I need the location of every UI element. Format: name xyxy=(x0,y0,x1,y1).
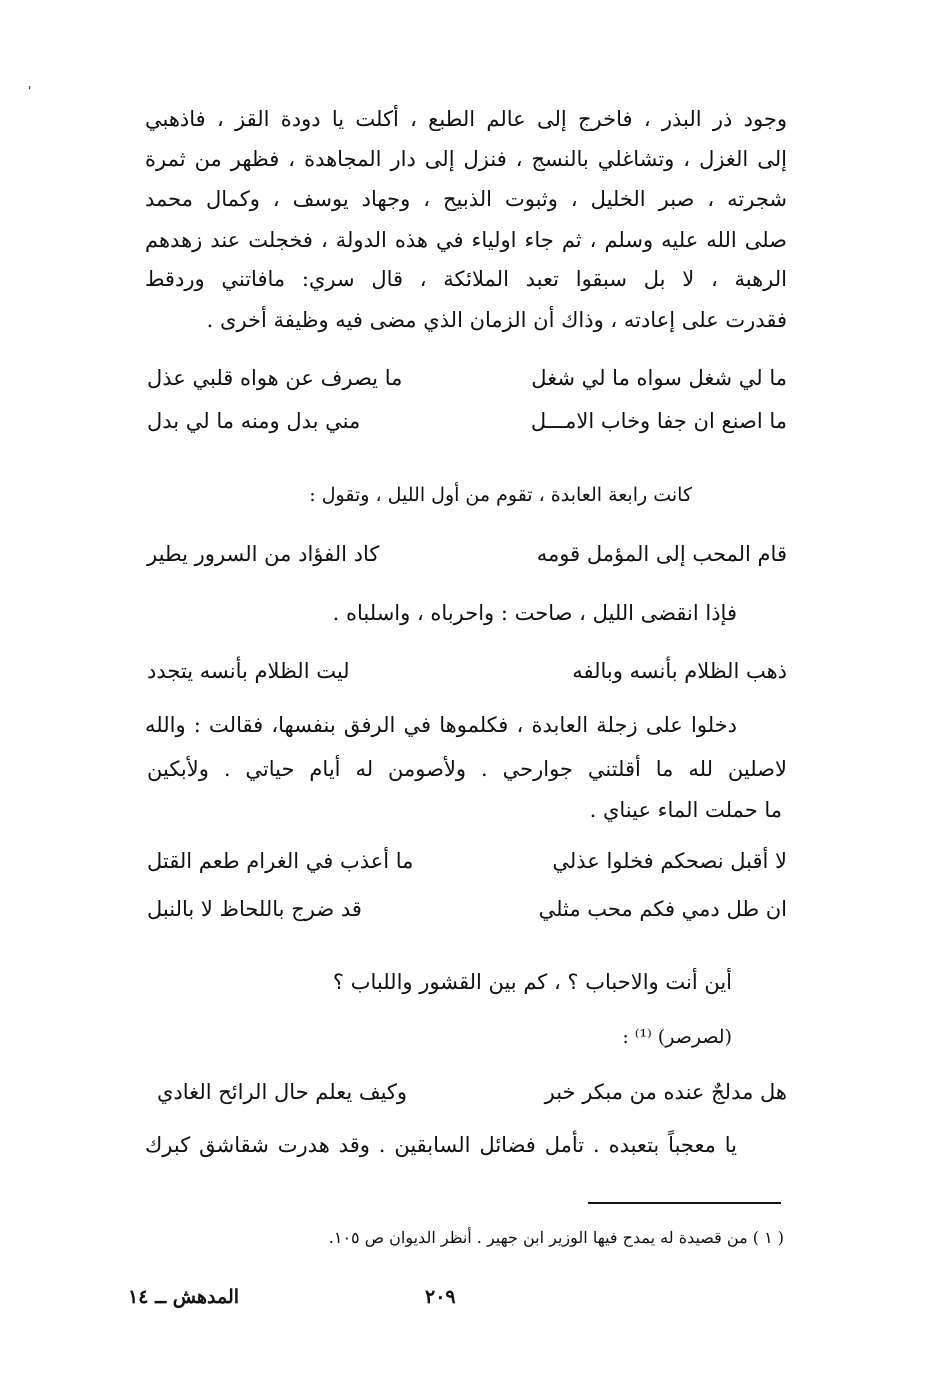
rabia-line: كانت رابعة العابدة ، تقوم من أول الليل ، وتقول : xyxy=(309,484,692,506)
sarsar-line: (لصرصر) ⁽¹⁾ : xyxy=(622,1026,732,1048)
para2-line-3: ما حملت الماء عيناي . xyxy=(589,798,782,822)
para1-line-5: الرهبة ، لا بل سبقوا تعبد الملائكة ، قال سري: مافاتني وردقط xyxy=(145,267,787,291)
verse-hemistich-right: قام المحب إلى المؤمل قومه xyxy=(536,542,787,566)
verse4-row-1 xyxy=(147,845,787,877)
verse-hemistich-left: ليت الظلام بأنسه يتجدد xyxy=(147,659,350,683)
verse-hemistich-left: ما أعذب في الغرام طعم القتل xyxy=(147,849,414,873)
para1-line-6: فقدرت على إعادته ، وذاك أن الزمان الذي مضى فيه وظيفة أخرى . xyxy=(206,308,787,332)
verse-hemistich-right: ذهب الظلام بأنسه وبالفه xyxy=(572,659,787,683)
verse-hemistich-left: ما يصرف عن هواه قلبي عذل xyxy=(147,366,403,390)
verse-hemistich-right: لا أقبل نصحكم فخلوا عذلي xyxy=(552,849,787,873)
verse-hemistich-left: كاد الفؤاد من السرور يطير xyxy=(147,542,380,566)
verse-hemistich-left: مني بدل ومنه ما لي بدل xyxy=(147,409,361,433)
page-number: ٢٠٩ xyxy=(425,1286,456,1308)
verse1-row-1 xyxy=(147,362,787,394)
verse3-row xyxy=(147,655,787,687)
verse-hemistich-right: ان طل دمي فكم محب مثلي xyxy=(538,897,787,921)
verse5-row xyxy=(157,1076,787,1108)
para1-line-3: شجرته ، صبر الخليل ، وثبوت الذبيح ، وجهاد يوسف ، وكمال محمد xyxy=(145,187,787,211)
verse2-row xyxy=(147,538,787,570)
running-title: المدهش ــ ١٤ xyxy=(128,1286,240,1308)
para2-line-1: دخلوا على زجلة العابدة ، فكلموها في الرفق بنفسها، فقالت : والله xyxy=(145,713,737,737)
verse-hemistich-left: وكيف يعلم حال الرائح الغادي xyxy=(157,1080,408,1104)
verse-hemistich-left: قد ضرج باللحاظ لا بالنبل xyxy=(147,897,362,921)
verse-hemistich-right: ما لي شغل سواه ما لي شغل xyxy=(531,366,787,390)
verse-hemistich-right: ما اصنع ان جفا وخاب الامـــل xyxy=(530,409,787,433)
para2-line-2: لاصلين لله ما أقلتني جوارحي . ولأصومن له أيام حياتي . ولأبكين xyxy=(147,757,787,781)
para1-line-2: إلى الغزل ، وتشاغلي بالنسج ، فنزل إلى دار المجاهدة ، فظهر من ثمرة xyxy=(145,147,787,171)
para1-line-4: صلى الله عليه وسلم ، ثم جاء اولياء في هذه الدولة ، فخجلت عند زهدهم xyxy=(145,228,787,252)
verse1-row-2 xyxy=(147,405,787,437)
where-line: أين أنت والاحباب ؟ ، كم بين القشور واللباب ؟ xyxy=(332,970,732,994)
para1-line-1: وجود ذر البذر ، فاخرج إلى عالم الطبع ، أكلت يا دودة القز ، فاذهبي xyxy=(145,107,787,131)
footnote-rule xyxy=(588,1202,781,1204)
verse4-row-2 xyxy=(147,893,787,925)
footnote: ( ١ ) من قصيدة له يمدح فيها الوزير ابن جهير . أنظر الديوان ص ١٠٥. xyxy=(328,1228,784,1247)
margin-mark: ' xyxy=(28,84,32,98)
verse-hemistich-right: هل مدلجٌ عنده من مبكر خبر xyxy=(544,1080,787,1104)
night-line: فإذا انقضى الليل ، صاحت : واحرباه ، واسلباه . xyxy=(332,601,737,625)
last-line: يا معجباً بتعبده . تأمل فضائل السابقين . وقد هدرت شقاشق كبرك xyxy=(145,1133,737,1157)
